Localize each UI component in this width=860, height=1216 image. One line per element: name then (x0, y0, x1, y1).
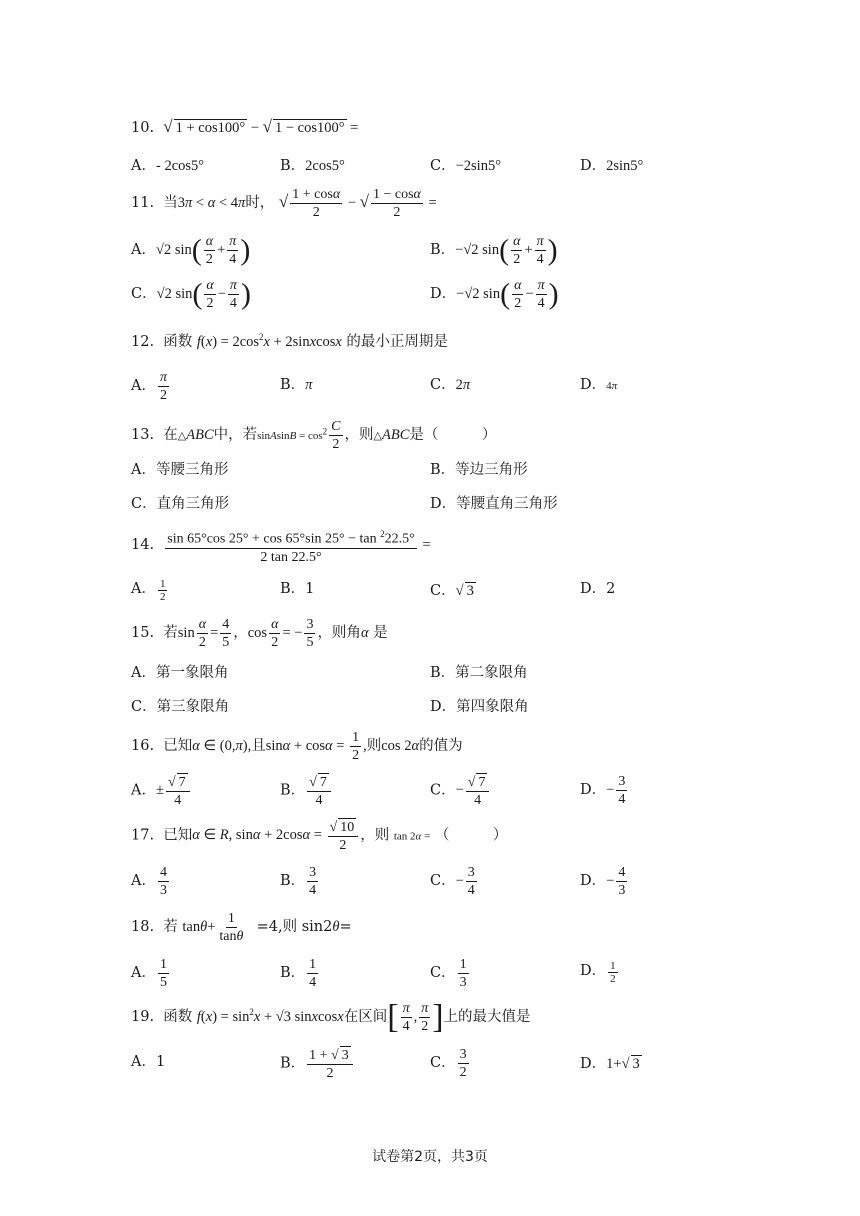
option-10-c[interactable]: C．−2sin5° (430, 158, 502, 174)
question-15: 15. 若sin $\frac{\alpha}{2}$ = $\frac{4}{5}$ ，cos $\frac{\alpha}{2}$ = − $\frac{3}{5}$ ，则角α 是 (131, 617, 388, 650)
question-17: 17. 已知α ∈ R, sinα + 2cosα = $\frac{√ 10}{2}$ ，则 tan 2α = （ ） (131, 820, 508, 853)
question-18: 18. 若 tanθ+ $\frac{1}{\tan\theta}$ =4,则 sin2θ= (131, 911, 352, 944)
option-13-a[interactable]: A．等腰三角形 (131, 462, 229, 478)
option-16-a[interactable]: A．± $\frac{√ 7}{4}$ (131, 773, 192, 809)
option-18-b[interactable]: B． $\frac{1}{4}$ (280, 957, 317, 990)
option-19-a[interactable]: A．1 (131, 1054, 166, 1070)
question-11: 11. 当3π < α < 4π时， √ $\frac{1 + \cos\alpha}{2}$ − √ $\frac{1 - \cos\alpha}{2}$ = (131, 187, 437, 220)
option-12-b[interactable]: B．π (280, 377, 313, 393)
option-14-a[interactable]: A． $\frac{1}{2}$ (131, 578, 166, 603)
question-19: 19. 函数 $f(x) = \sin^2x + √3$ sinxcosx在区间[ $\frac{\pi}{4}$ , $\frac{\pi}{2}$ ]上的最大值是 (131, 998, 531, 1036)
question-11-formula: √ $\frac{1 + \cos\alpha}{2}$ − √ $\frac{1 - \cos\alpha}{2}$ = (278, 187, 437, 220)
option-13-b[interactable]: B．等边三角形 (430, 462, 528, 478)
option-11-a[interactable]: A．√2 sin( $\frac{\alpha}{2}$ + $\frac{\pi}{4}$ ) (131, 233, 251, 267)
option-19-b[interactable]: B． $\frac{1 + √ 3}{2}$ (280, 1046, 355, 1082)
option-18-c[interactable]: C． $\frac{1}{3}$ (430, 957, 467, 990)
option-14-c[interactable]: C．√ 3 (430, 583, 474, 599)
option-17-c[interactable]: C．− $\frac{3}{4}$ (430, 865, 475, 898)
option-13-d[interactable]: D．等腰直角三角形 (430, 496, 558, 512)
question-14: 14. $\frac{\sin 65^\circ\cos 25^\circ + \cos 65^\circ\sin 25^\circ - \tan ^222.5^\circ}{2 \tan 22.5^\circ}$ = (131, 526, 431, 566)
option-17-b[interactable]: B． $\frac{3}{4}$ (280, 865, 317, 898)
option-14-b[interactable]: B．1 (280, 581, 315, 597)
option-19-d[interactable]: D．1+√ 3 (580, 1056, 640, 1072)
option-11-b[interactable]: B．−√2 sin( $\frac{\alpha}{2}$ + $\frac{\pi}{4}$ ) (430, 233, 558, 267)
question-10: 10. √ 1 + cos100° − √ 1 − cos100° = (131, 117, 359, 136)
option-16-d[interactable]: D．− $\frac{3}{4}$ (580, 774, 626, 807)
option-18-d[interactable]: D． $\frac{1}{2}$ (580, 960, 616, 985)
option-18-a[interactable]: A． $\frac{1}{5}$ (131, 957, 167, 990)
option-15-a[interactable]: A．第一象限角 (131, 665, 229, 681)
option-12-c[interactable]: C．2π (430, 377, 471, 393)
question-12: 12. 函数 $f(x) = 2\cos^2x$ + 2sinxcosx 的最小正周期是 (131, 332, 448, 350)
page-footer: 试卷第2页，共3页 (372, 1149, 488, 1165)
option-11-d[interactable]: D．−√2 sin( $\frac{\alpha}{2}$ − $\frac{\pi}{4}$ ) (430, 277, 559, 311)
question-16: 16. 已知α ∈ (0,π),且sinα + cosα = $\frac{1}{2}$ ,则cos 2α的值为 (131, 730, 463, 763)
option-11-c[interactable]: C．√2 sin( $\frac{\alpha}{2}$ − $\frac{\pi}{4}$ ) (131, 277, 251, 311)
option-10-b[interactable]: B．2cos5° (280, 158, 345, 174)
option-16-c[interactable]: C．− $\frac{√ 7}{4}$ (430, 773, 491, 809)
option-15-c[interactable]: C．第三象限角 (131, 699, 230, 715)
option-13-c[interactable]: C．直角三角形 (131, 496, 230, 512)
option-14-d[interactable]: D．2 (580, 581, 616, 597)
option-17-d[interactable]: D．− $\frac{4}{3}$ (580, 865, 626, 898)
question-10-formula: √ 1 + cos100° − √ 1 − cos100° = (163, 117, 359, 136)
option-17-a[interactable]: A． $\frac{4}{3}$ (131, 865, 167, 898)
option-12-d[interactable]: D．4π (580, 377, 618, 393)
option-10-a[interactable]: A．- 2cos5° (131, 158, 205, 174)
option-12-a[interactable]: A． $\frac{\pi}{2}$ (131, 370, 167, 403)
option-15-d[interactable]: D．第四象限角 (430, 699, 529, 715)
question-13: 13. 在△ABC中，若sinAsinB = $\cos^2$ $\frac{C}{2}$ ，则△ABC是（ ） (131, 419, 497, 452)
option-16-b[interactable]: B． $\frac{√ 7}{4}$ (280, 773, 333, 809)
option-19-c[interactable]: C． $\frac{3}{2}$ (430, 1047, 467, 1080)
option-10-d[interactable]: D．2sin5° (580, 158, 644, 174)
option-15-b[interactable]: B．第二象限角 (430, 665, 528, 681)
